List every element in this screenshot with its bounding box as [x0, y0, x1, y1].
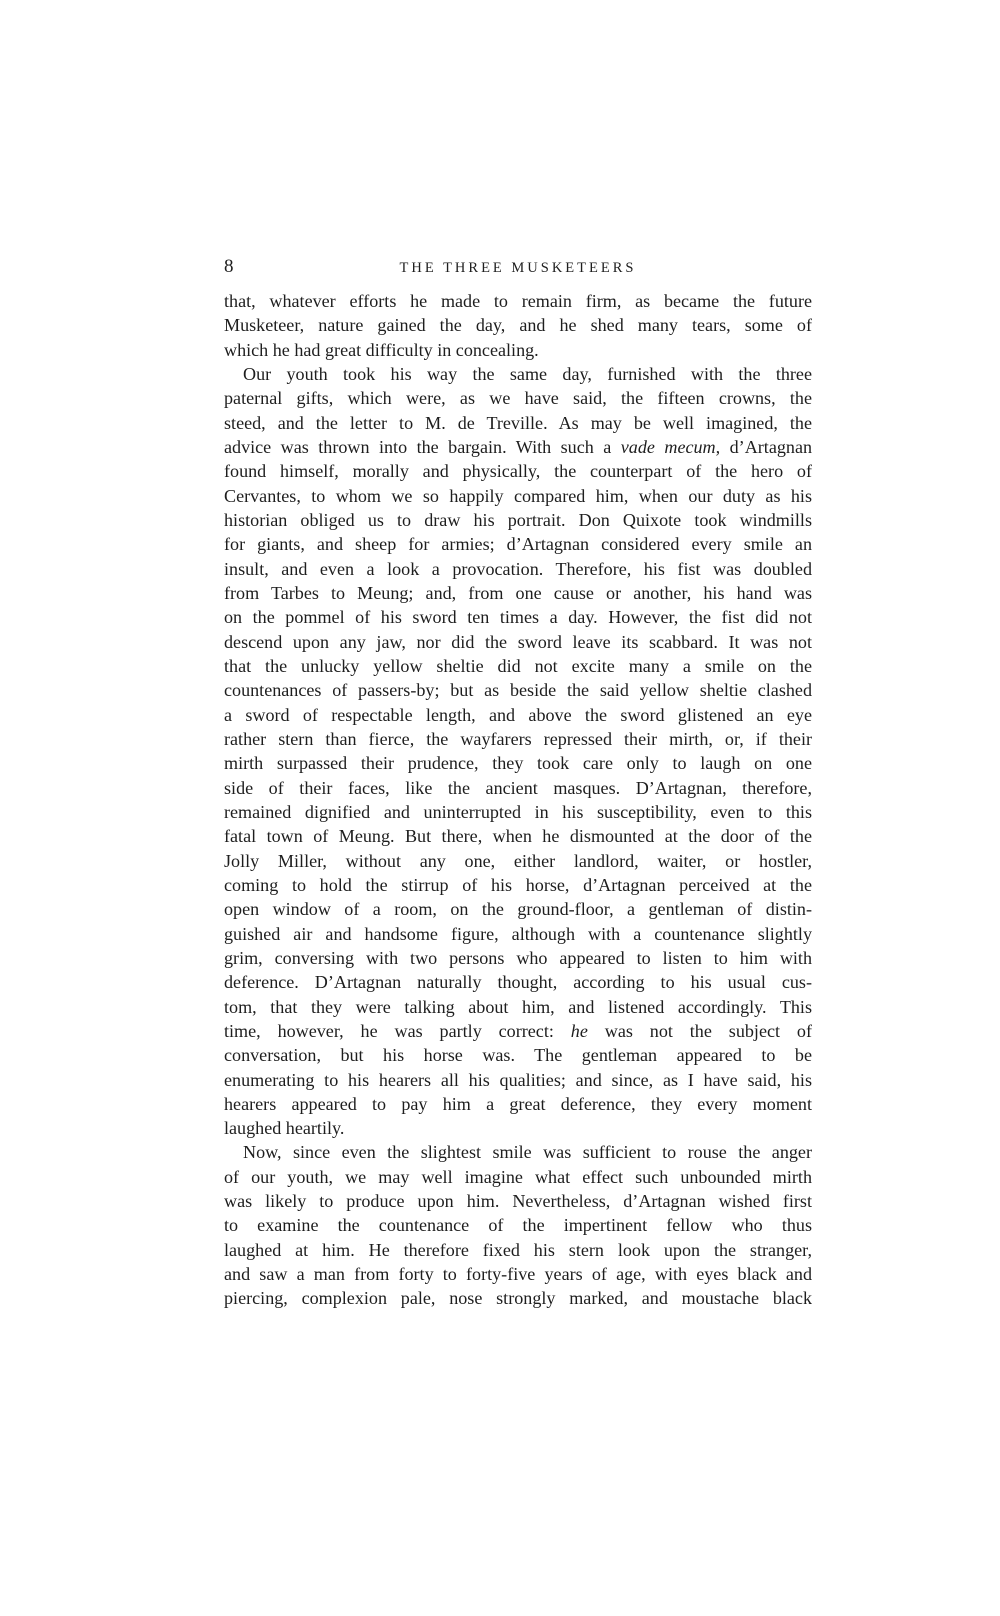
text-line: steed, and the letter to M. de Treville. As may be well imagined, the — [224, 412, 812, 433]
page-number: 8 — [224, 256, 234, 277]
text-line: tom, that they were talking about him, and listened accordingly. This — [224, 996, 812, 1017]
text-line: was likely to produce upon him. Nevertheless, d’Artagnan wished first — [224, 1191, 812, 1212]
text-line: historian obliged us to draw his portrait. Don Quixote took windmills — [224, 509, 812, 530]
text-line: rather stern than fierce, the wayfarers repressed their mirth, or, if their — [224, 728, 812, 749]
text-line: and saw a man from forty to forty-five years of age, with eyes black and — [224, 1264, 812, 1285]
text-line: for giants, and sheep for armies; d’Artagnan considered every smile an — [224, 534, 812, 555]
paragraph-1 — [224, 289, 812, 362]
text-run: was not the subject of — [604, 1020, 812, 1041]
text-line — [224, 435, 812, 459]
text-line: laughed at him. He therefore fixed his stern look upon the stranger, — [224, 1239, 812, 1260]
text-line: Now, since even the slightest smile was sufficient to rouse the anger — [243, 1142, 812, 1163]
text-line: which he had great difficulty in concealing. — [224, 339, 539, 360]
text-run: d’Artagnan — [729, 436, 812, 457]
text-line: on the pommel of his sword ten times a day. However, the fist did not — [224, 607, 812, 628]
text-line: Jolly Miller, without any one, either landlord, waiter, or hostler, — [224, 850, 812, 871]
text-run: time, however, he was partly correct: — [224, 1020, 554, 1041]
running-head — [224, 254, 812, 280]
text-line: from Tarbes to Meung; and, from one cause or another, his hand was — [224, 582, 812, 603]
text-line: mirth surpassed their prudence, they took care only to laugh on one — [224, 753, 812, 774]
text-line: insult, and even a look a provocation. Therefore, his fist was doubled — [224, 558, 812, 579]
text-line: laughed heartily. — [224, 1118, 345, 1139]
text-line: a sword of respectable length, and above the sword glistened an eye — [224, 704, 812, 725]
text-line: deference. D’Artagnan naturally thought, according to his usual cus- — [224, 972, 812, 993]
text-line: coming to hold the stirrup of his horse, d’Artagnan perceived at the — [224, 874, 812, 895]
text-line: conversation, but his horse was. The gentleman appeared to be — [224, 1045, 812, 1066]
body-text — [224, 289, 812, 1311]
paragraph-2 — [224, 362, 812, 1141]
text-line: piercing, complexion pale, nose strongly marked, and moustache black — [224, 1288, 812, 1309]
italic-word: he — [570, 1020, 588, 1041]
text-line: to examine the countenance of the impertinent fellow who thus — [224, 1215, 812, 1236]
text-run: advice was thrown into the bargain. With such a — [224, 436, 612, 457]
text-line — [224, 1019, 812, 1043]
text-line: Our youth took his way the same day, furnished with the three — [243, 363, 812, 384]
text-line: that the unlucky yellow sheltie did not excite many a smile on the — [224, 655, 812, 676]
text-line: that, whatever efforts he made to remain firm, as became the future — [224, 291, 812, 311]
text-line: enumerating to his hearers all his qualities; and since, as I have said, his — [224, 1069, 812, 1090]
text-line: paternal gifts, which were, as we have said, the fifteen crowns, the — [224, 388, 812, 409]
text-line: side of their faces, like the ancient masques. D’Artagnan, therefore, — [224, 777, 812, 798]
text-line: open window of a room, on the ground-floor, a gentleman of distin- — [224, 899, 812, 920]
text-line: hearers appeared to pay him a great deference, they every moment — [224, 1093, 812, 1114]
text-line: of our youth, we may well imagine what effect such unbounded mirth — [224, 1166, 812, 1187]
text-line: grim, conversing with two persons who appeared to listen to him with — [224, 947, 812, 968]
text-line: Cervantes, to whom we so happily compared him, when our duty as his — [224, 485, 812, 506]
running-title: THE THREE MUSKETEERS — [399, 260, 637, 276]
text-line: found himself, morally and physically, the counterpart of the hero of — [224, 461, 812, 482]
paragraph-3 — [224, 1140, 812, 1310]
text-line: fatal town of Meung. But there, when he dismounted at the door of the — [224, 826, 812, 847]
text-line: remained dignified and uninterrupted in his susceptibility, even to this — [224, 801, 812, 822]
italic-phrase: vade mecum, — [620, 436, 721, 457]
text-line: countenances of passers-by; but as beside the said yellow sheltie clashed — [224, 680, 812, 701]
text-line: descend upon any jaw, nor did the sword leave its scabbard. It was not — [224, 631, 812, 652]
text-line: Musketeer, nature gained the day, and he shed many tears, some of — [224, 315, 812, 336]
text-line: guished air and handsome figure, although with a countenance slightly — [224, 923, 812, 944]
